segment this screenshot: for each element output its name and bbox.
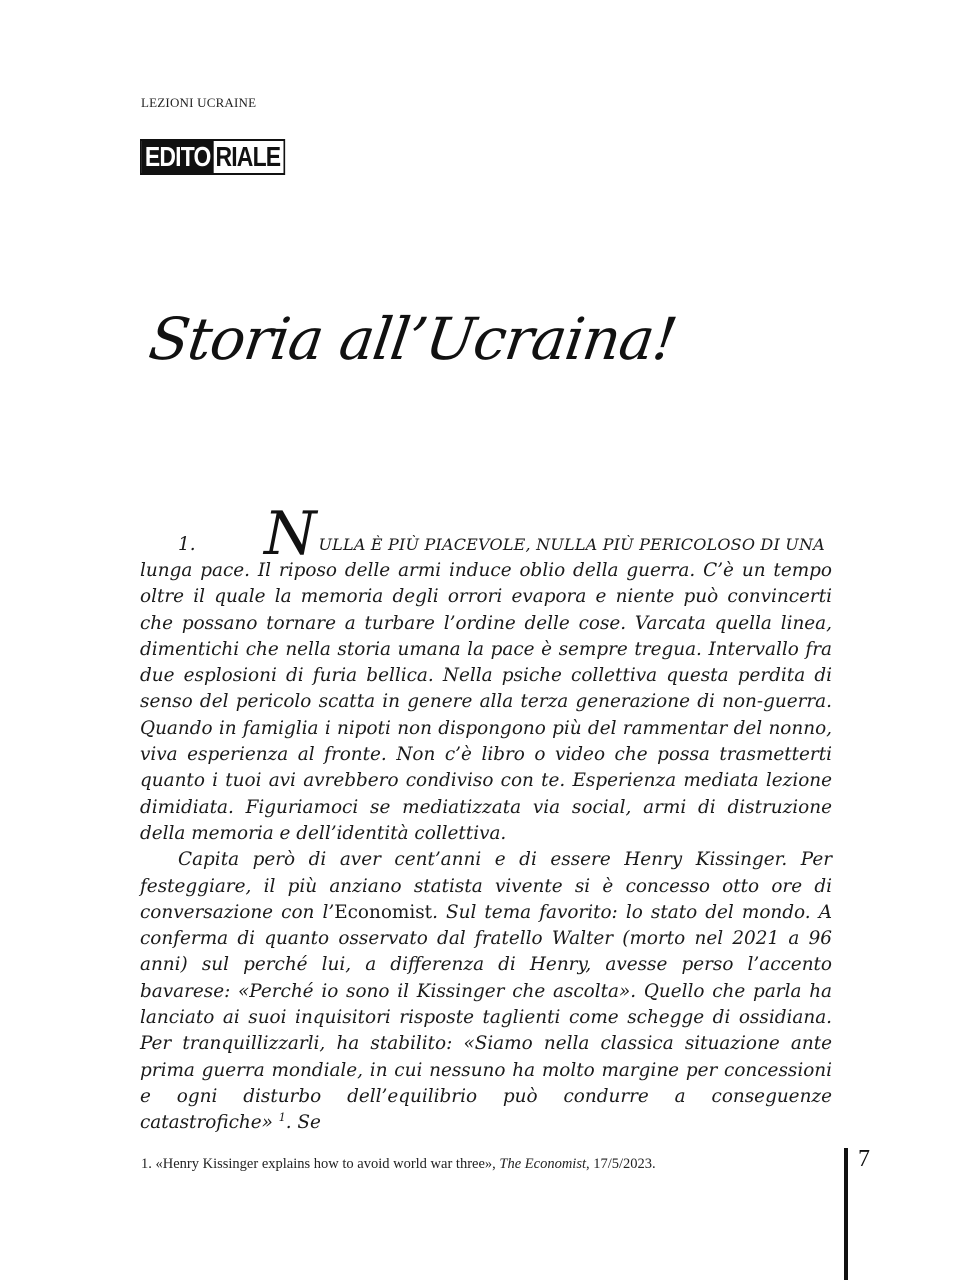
page-rule	[844, 1148, 848, 1280]
footnote-source: The Economist	[499, 1156, 586, 1172]
opening-line	[140, 499, 832, 569]
footnote-reference[interactable]: 1	[278, 1111, 286, 1125]
paragraph-2	[140, 847, 832, 1136]
article-body	[140, 499, 832, 1137]
section-logo-dark: EDITO	[142, 141, 214, 173]
paragraph-1: lunga pace. Il riposo delle armi induce oblio della guerra. C’è un tempo oltre il quale la memoria degli orrori evapora e niente può convincerti che possano tornare a turbare l’ordine delle cose. Varcata quella linea, dimentichi che nella storia umana la pace è sempre tregua. Intervallo fra due esplosioni di furia bellica. Nella psiche collettiva questa perdita di senso del pericolo scatta in genere alla terza generazione di non-guerra. Quando in famiglia i nipoti non dispongono più del rammentar del nonno, viva esperienza al fronte. Non c’è libro o video che possa trasmetterti quanto i tuoi avi avrebbero condiviso con te. Esperienza mediata lezione dimidiata. Figuriamoci se mediatizzata via social, armi di distruzione della memoria e dell’identità collettiva.	[140, 560, 832, 844]
article-title: Storia all’Ucraina!	[145, 305, 681, 373]
page-number: 7	[858, 1146, 870, 1172]
footnote	[141, 1156, 656, 1173]
publication-name: Economist	[334, 901, 433, 923]
paragraph-2-part-c: . Se	[285, 1112, 321, 1134]
drop-cap: N	[264, 499, 317, 569]
paragraph-2-part-a: Capita però di aver cent’anni e di essere Henry Kissinger. Per festeggiare, il più anziano statista vivente si è concesso otto ore di conversazione con l’	[140, 849, 832, 923]
footnote-text-a: 1. «Henry Kissinger explains how to avoid world war three»,	[141, 1156, 500, 1172]
lead-in-smallcaps: ULLA È PIÙ PIACEVOLE, NULLA PIÙ PERICOLOSO DI UNA	[318, 534, 825, 554]
section-logo-light: RIALE	[214, 141, 284, 173]
section-logo	[140, 139, 285, 175]
footnote-text-b: , 17/5/2023.	[586, 1156, 656, 1172]
paragraph-number: 1.	[178, 533, 196, 555]
paragraph-2-part-b: . Sul tema favorito: lo stato del mondo. A conferma di quanto osservato dal fratello Walter (morto nel 2021 a 96 anni) sul perché lui, a differenza di Henry, avesse perso l’accento bavarese: «Perché io sono il Kissinger che ascolta». Quello che parla ha lanciato ai suoi inquisitori risposte taglienti come schegge di ossidiana. Per tranquillizzarli, ha stabilito: «Siamo nella classica situazione ante prima guerra mondiale, in cui nessuno ha molto margine per concessioni e ogni disturbo dell’equilibrio può condurre a conseguenze catastrofiche»	[140, 901, 832, 1134]
running-head: LEZIONI UCRAINE	[141, 95, 257, 110]
